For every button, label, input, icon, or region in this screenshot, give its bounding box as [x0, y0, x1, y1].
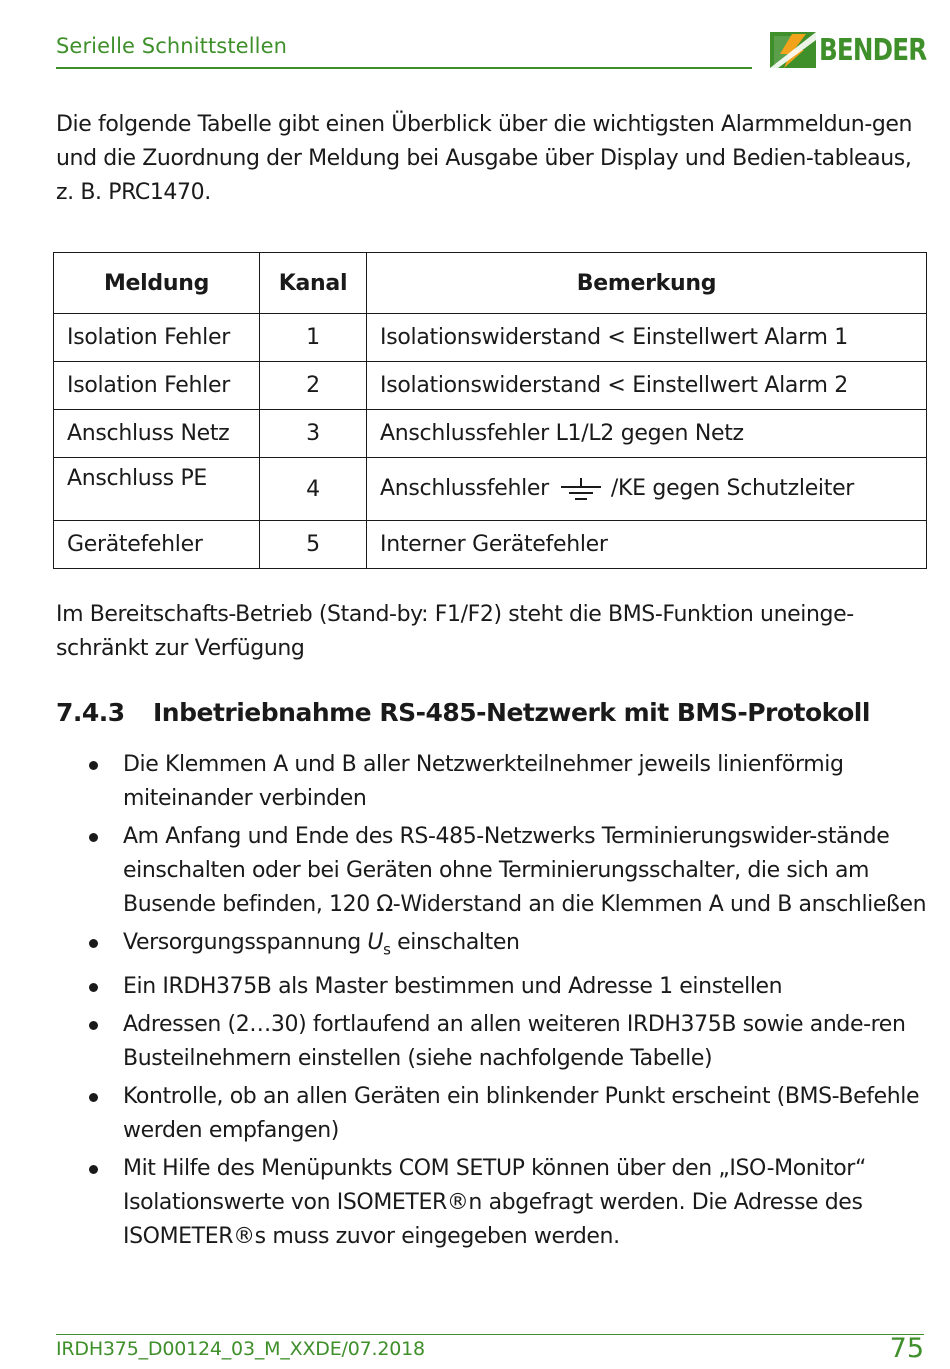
logo-text: BENDER [819, 32, 927, 68]
bullet-icon [89, 833, 98, 842]
list-item [56, 970, 936, 1004]
list-item [56, 926, 936, 966]
step-text: Am Anfang und Ende des RS-485-Netzwerks Terminierungswider-stände einschalten oder bei Geräten ohne Terminierungsschalter, die sich am Busende befinden, 120 Ω-Widerstand an die Klemmen A und B anschließen [123, 824, 927, 917]
list-item [56, 1152, 936, 1254]
header-kanal: Kanal [260, 253, 367, 314]
table-row [54, 314, 927, 362]
cell-meldung: Isolation Fehler [54, 362, 260, 410]
step-text-post: einschalten [390, 930, 520, 955]
step-text-pre: Versorgungsspannung [123, 930, 368, 955]
bullet-icon [89, 1021, 98, 1030]
header-meldung: Meldung [54, 253, 260, 314]
list-item [56, 820, 936, 922]
page-number: 75 [889, 1333, 924, 1364]
table-row [54, 521, 927, 569]
list-item [56, 1008, 936, 1076]
step-text: Mit Hilfe des Menüpunkts COM SETUP können über den „ISO-Monitor“ Isolationswerte von ISOMETER®n abgefragt werden. Die Adresse des ISOMETER®s muss zuvor eingegeben werden. [123, 1156, 866, 1250]
list-item [56, 1080, 936, 1148]
cell-bemerkung: Isolationswiderstand < Einstellwert Alarm 1 [367, 314, 927, 362]
cell-bemerkung [367, 458, 927, 521]
step-text: Ein IRDH375B als Master bestimmen und Adresse 1 einstellen [123, 974, 783, 1000]
cell-meldung: Anschluss Netz [54, 410, 260, 458]
header-section-title: Serielle Schnittstellen [56, 34, 287, 58]
table-row [54, 458, 927, 521]
header-bemerkung: Bemerkung [367, 253, 927, 314]
cell-meldung: Isolation Fehler [54, 314, 260, 362]
header-rule [56, 67, 752, 69]
cell-bemerkung: Interner Gerätefehler [367, 521, 927, 569]
bemerkung-pre: Anschlussfehler [380, 476, 549, 501]
footer-rule [56, 1334, 924, 1335]
step-text: Adressen (2…30) fortlaufend an allen weiteren IRDH375B sowie ande-ren Busteilnehmern einstellen (siehe nachfolgende Tabelle) [123, 1012, 906, 1072]
standby-paragraph: Im Bereitschafts-Betrieb (Stand-by: F1/F2) steht die BMS-Funktion uneinge-schränkt zur Verfügung [56, 602, 854, 661]
bullet-icon [89, 939, 98, 948]
bullet-icon [89, 1093, 98, 1102]
intro-paragraph: Die folgende Tabelle gibt einen Überblick über die wichtigsten Alarmmeldun-gen und die Zuordnung der Meldung bei Ausgabe über Display und Bedien-tableaus, z. B. PRC1470. [56, 112, 913, 205]
cell-kanal: 5 [260, 521, 367, 569]
voltage-subscript: s [383, 940, 391, 959]
cell-bemerkung: Anschlussfehler L1/L2 gegen Netz [367, 410, 927, 458]
step-text: Kontrolle, ob an allen Geräten ein blinkender Punkt erscheint (BMS-Befehle werden empfangen) [123, 1084, 920, 1144]
cell-bemerkung: Isolationswiderstand < Einstellwert Alarm 2 [367, 362, 927, 410]
cell-meldung: Anschluss PE [54, 458, 260, 521]
bullet-icon [89, 983, 98, 992]
ground-icon [561, 476, 601, 502]
footer-doc-id: IRDH375_D00124_03_M_XXDE/07.2018 [56, 1338, 425, 1360]
bullet-icon [89, 761, 98, 770]
bender-logo [770, 30, 950, 70]
cell-meldung: Gerätefehler [54, 521, 260, 569]
bemerkung-post: /KE gegen Schutzleiter [610, 476, 855, 501]
table-row [54, 362, 927, 410]
steps-list [56, 748, 936, 1258]
table-row [54, 410, 927, 458]
section-number: 7.4.3 [56, 698, 125, 727]
cell-kanal: 4 [260, 458, 367, 521]
alarm-table [53, 252, 927, 569]
list-item [56, 748, 936, 816]
section-title: Inbetriebnahme RS-485-Netzwerk mit BMS-Protokoll [153, 698, 870, 727]
section-heading [56, 698, 936, 727]
step-text: Die Klemmen A und B aller Netzwerkteilnehmer jeweils linienförmig miteinander verbinden [123, 752, 844, 811]
voltage-symbol: U [367, 930, 384, 955]
cell-kanal: 3 [260, 410, 367, 458]
cell-kanal: 2 [260, 362, 367, 410]
bullet-icon [89, 1165, 98, 1174]
table-header-row [54, 253, 927, 314]
bender-logo-icon [770, 30, 816, 70]
cell-kanal: 1 [260, 314, 367, 362]
